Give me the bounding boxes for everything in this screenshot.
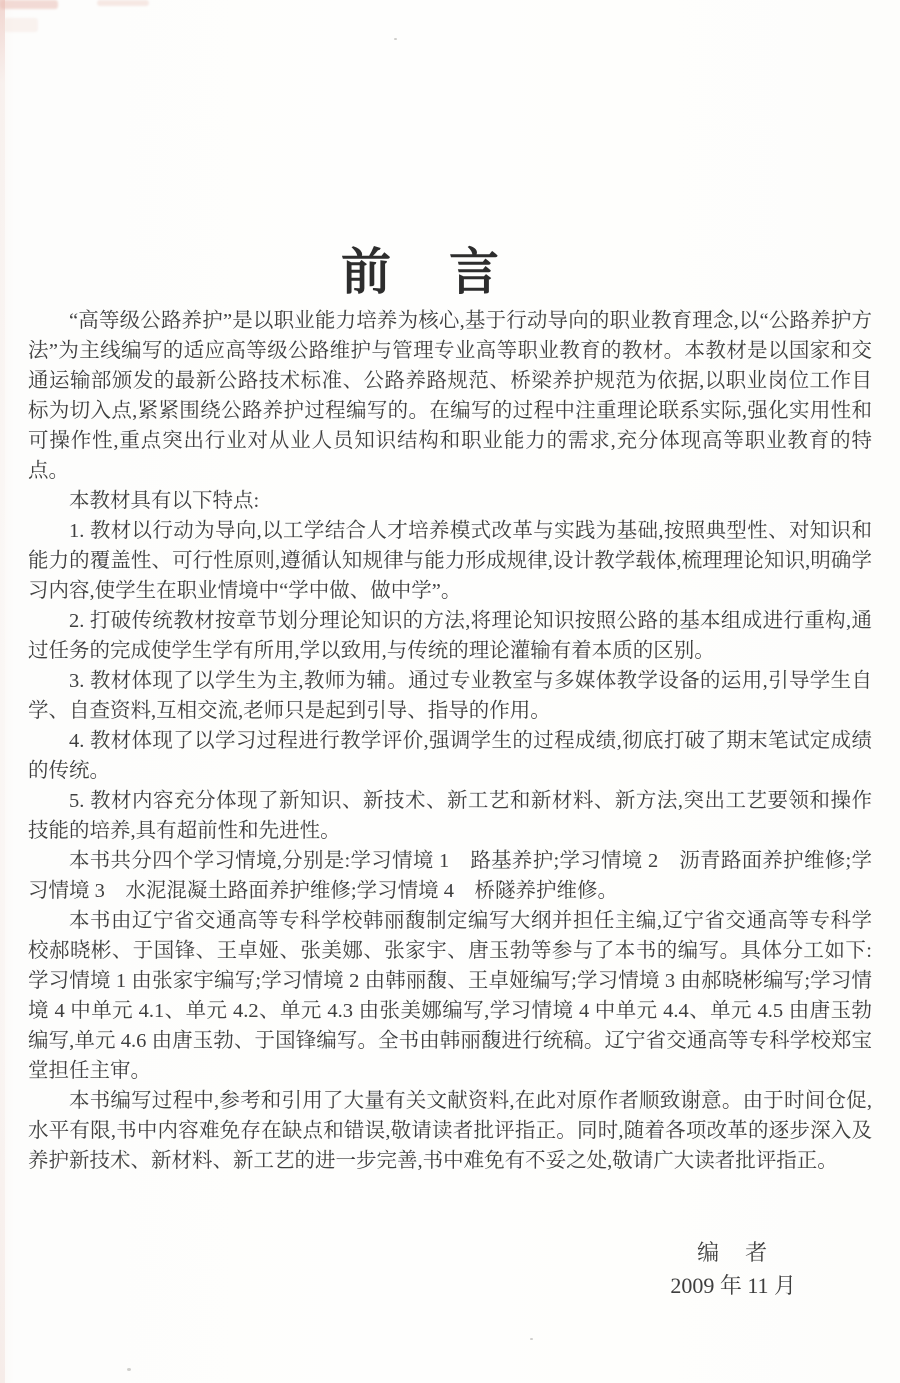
paragraph-feature-3: 3. 教材体现了以学生为主,教师为辅。通过专业教室与多媒体教学设备的运用,引导学生自学、自查资料,互相交流,老师只是起到引导、指导的作用。	[28, 670, 872, 722]
paragraph-acknowledgement: 本书编写过程中,参考和引用了大量有关文献资料,在此对原作者顺致谢意。由于时间仓促,水平有限,书中内容难免存在缺点和错误,敬请读者批评指正。同时,随着各项改革的逐步深入及养护新技术、新材料、新工艺的进一步完善,书中难免有不妥之处,敬请广大读者批评指正。	[28, 1090, 872, 1172]
signature-author: 编 者	[697, 1240, 770, 1265]
signature-date: 2009 年 11 月	[670, 1273, 796, 1298]
page-title: 前 言	[341, 244, 503, 300]
signature-block	[670, 1236, 796, 1302]
paragraph-feature-1: 1. 教材以行动为导向,以工学结合人才培养模式改革与实践为基础,按照典型性、对知识和能力的覆盖性、可行性原则,遵循认知规律与能力形成规律,设计教学载体,梳理理论知识,明确学习内容,使学生在职业情境中“学中做、做中学”。	[28, 520, 872, 602]
scan-smudge	[0, 0, 58, 9]
scan-edge-tint	[0, 0, 5, 1383]
paragraph-intro: “高等级公路养护”是以职业能力培养为核心,基于行动导向的职业教育理念,以“公路养护方法”为主线编写的适应高等级公路维护与管理专业高等职业教育的教材。本教材是以国家和交通运输部颁发的最新公路技术标准、公路养路规范、桥梁养护规范为依据,以职业岗位工作目标为切入点,紧紧围绕公路养护过程编写的。在编写的过程中注重理论联系实际,强化实用性和可操作性,重点突出行业对从业人员知识结构和职业能力的需求,充分体现高等职业教育的特点。	[28, 310, 872, 482]
paragraph-feature-4: 4. 教材体现了以学习过程进行教学评价,强调学生的过程成绩,彻底打破了期末笔试定成绩的传统。	[28, 730, 872, 782]
paragraph-feature-2: 2. 打破传统教材按章节划分理论知识的方法,将理论知识按照公路的基本组成进行重构,通过任务的完成使学生学有所用,学以致用,与传统的理论灌输有着本质的区别。	[28, 610, 872, 662]
scan-speck	[394, 38, 397, 40]
scan-speck	[127, 1368, 131, 1371]
paragraph-features-lead: 本教材具有以下特点:	[69, 490, 260, 512]
scan-smudge	[4, 18, 38, 32]
scan-smudge	[97, 0, 149, 6]
scan-speck	[530, 1338, 533, 1340]
paragraph-structure: 本书共分四个学习情境,分别是:学习情境 1 路基养护;学习情境 2 沥青路面养护维修;学习情境 3 水泥混凝土路面养护维修;学习情境 4 桥隧养护维修。	[28, 850, 872, 902]
paragraph-feature-5: 5. 教材内容充分体现了新知识、新技术、新工艺和新材料、新方法,突出工艺要领和操作技能的培养,具有超前性和先进性。	[28, 790, 872, 842]
preface-body	[28, 306, 872, 1176]
paragraph-contributors: 本书由辽宁省交通高等专科学校韩丽馥制定编写大纲并担任主编,辽宁省交通高等专科学校郝晓彬、于国锋、王卓娅、张美娜、张家宇、唐玉勃等参与了本书的编写。具体分工如下:学习情境 1 由张家宇编写;学习情境 2 由韩丽馥、王卓娅编写;学习情境 3 由郝晓彬编写;学习情境 4 中单元 4.1、单元 4.2、单元 4.3 由张美娜编写,学习情境 4 中单元 4.4、单元 4.5 由唐玉勃编写,单元 4.6 由唐玉勃、于国锋编写。全书由韩丽馥进行统稿。辽宁省交通高等专科学校郑宝堂担任主审。	[28, 910, 872, 1082]
